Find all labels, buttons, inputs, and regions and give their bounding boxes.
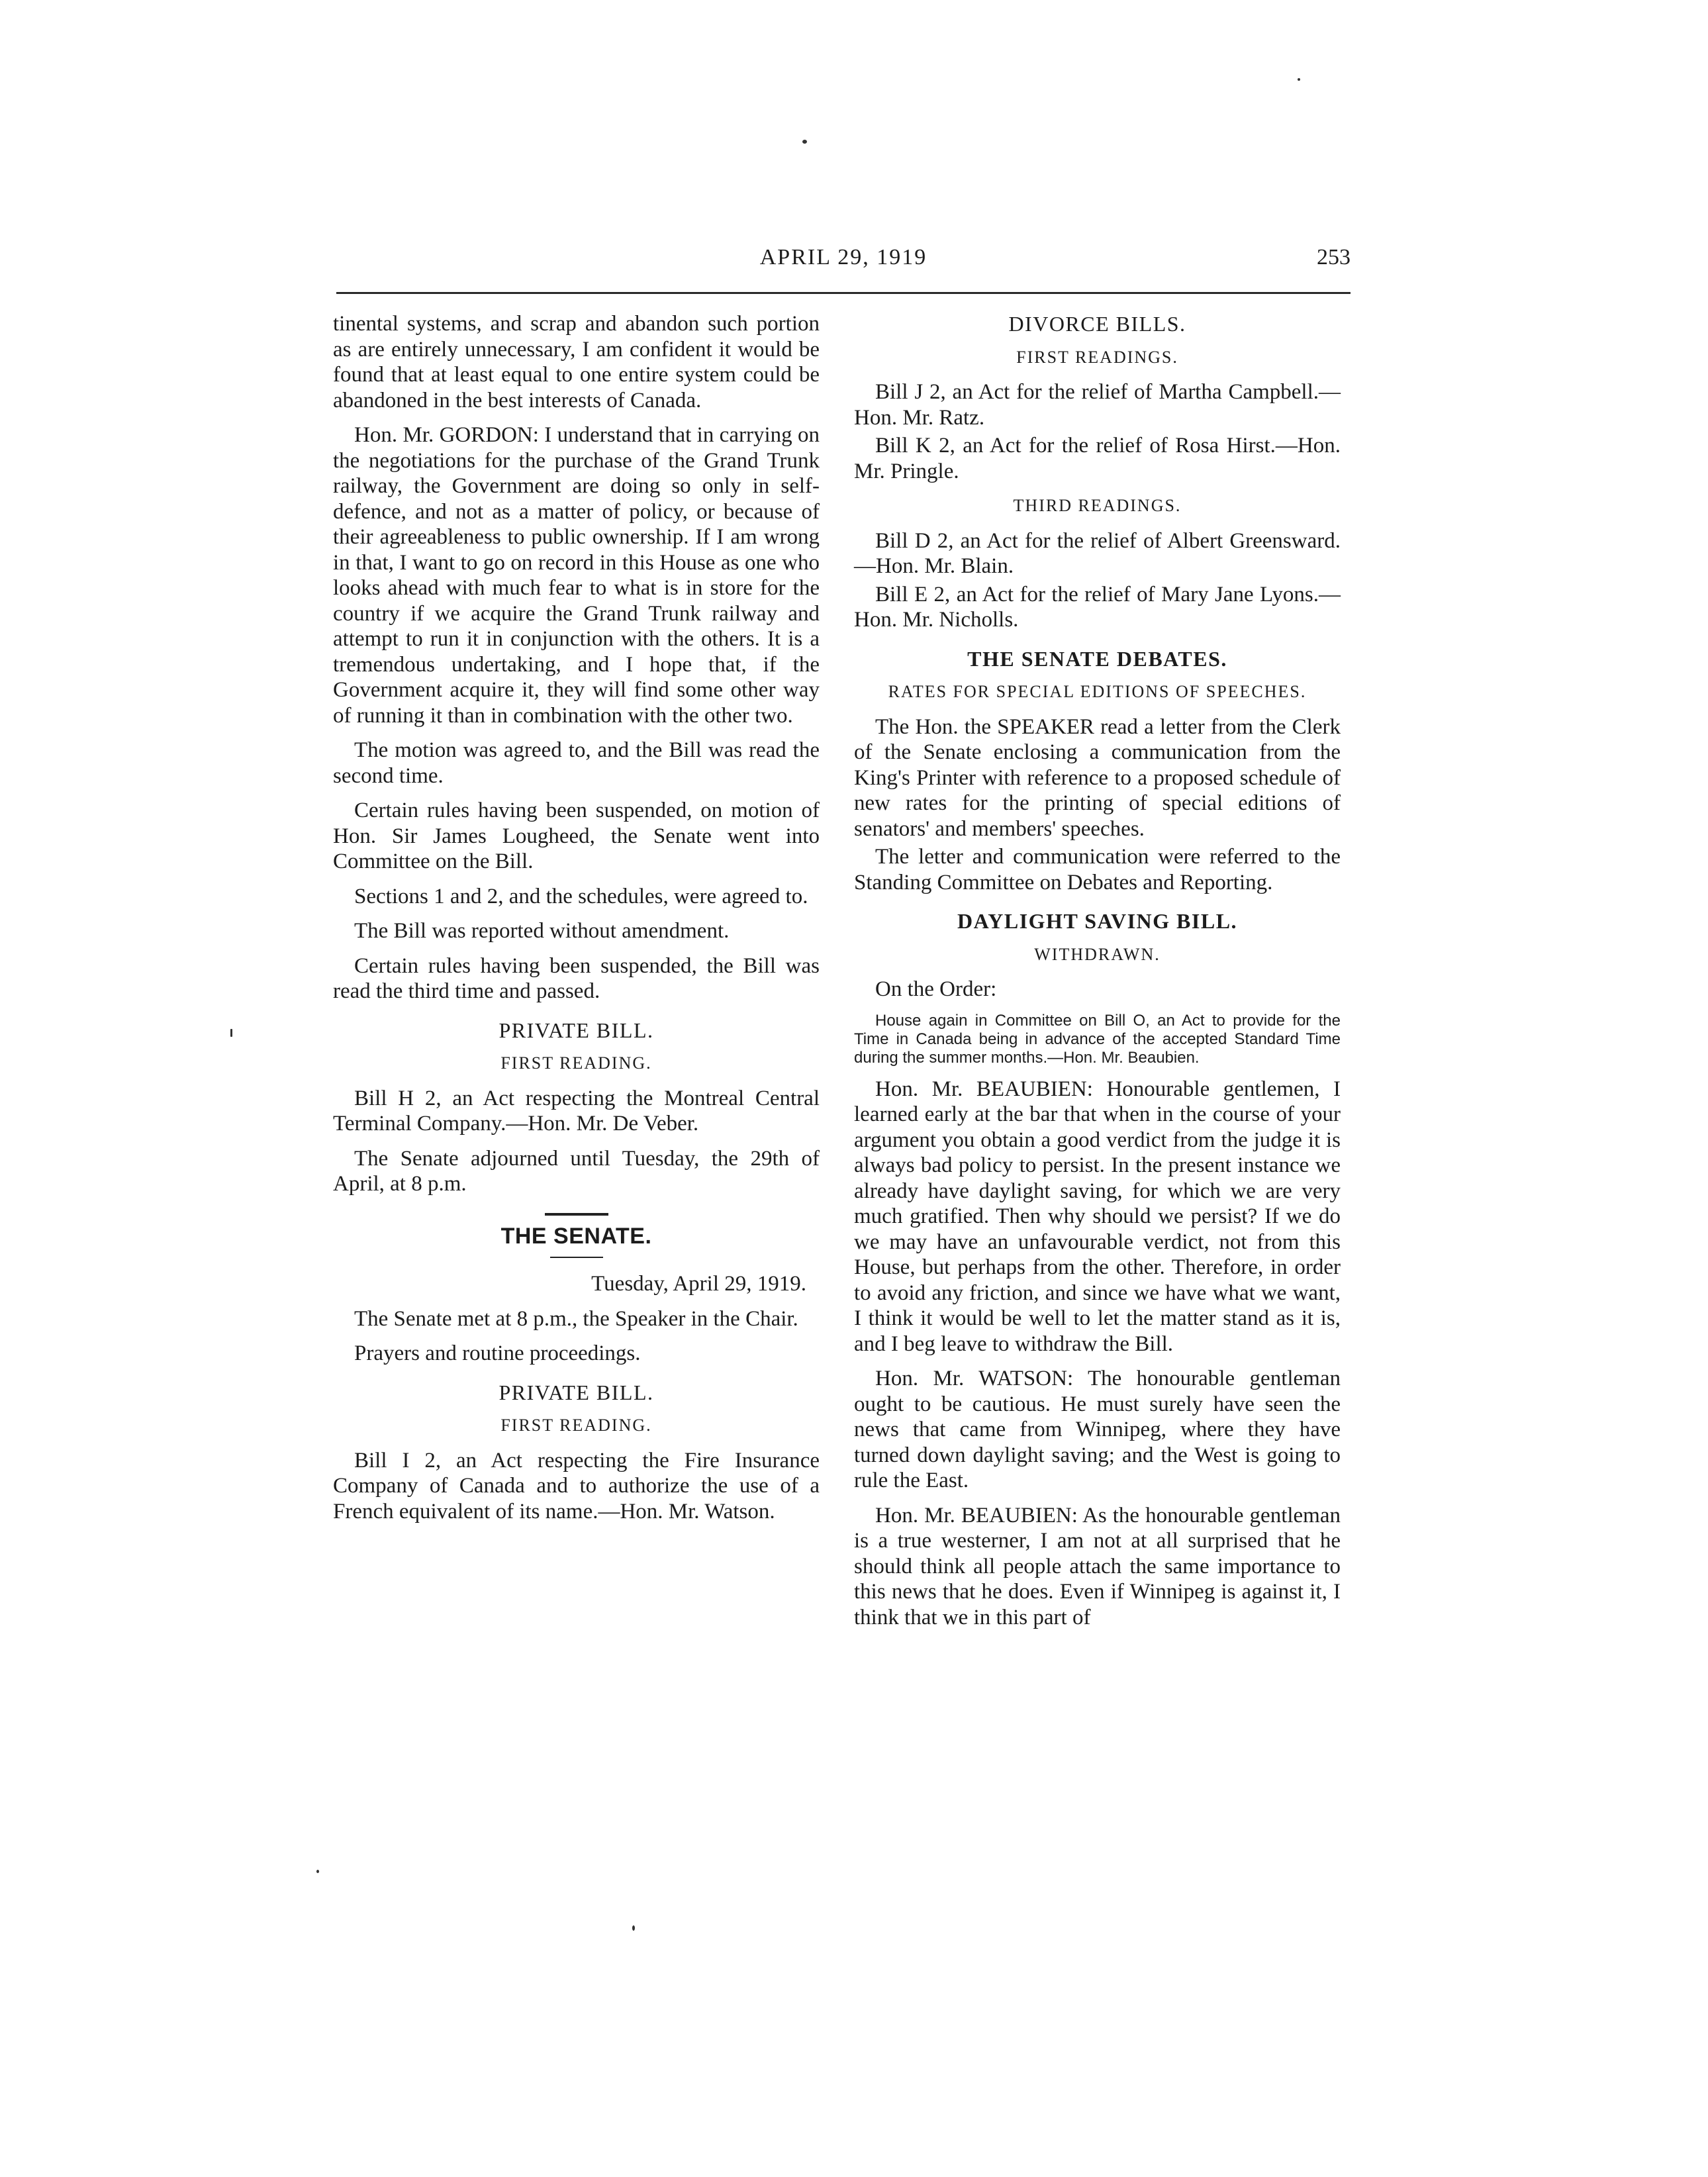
subsection-heading: WITHDRAWN. <box>1034 944 1161 964</box>
paragraph: Bill K 2, an Act for the relief of Rosa Hirst.—Hon. Mr. Pringle. <box>854 434 1341 483</box>
left-column <box>333 311 820 1533</box>
right-column <box>854 311 1341 1639</box>
section-heading: DAYLIGHT SAVING BILL. <box>957 909 1238 933</box>
paragraph: The Hon. the SPEAKER read a letter from the Clerk of the Senate enclosing a communication from the King's Printer with reference to a proposed schedule of new rates for the printing of special editions of senators' and members' speeches. <box>854 714 1341 841</box>
section-heading: PRIVATE BILL. <box>498 1380 654 1404</box>
paragraph: The Senate met at 8 p.m., the Speaker in the Chair. <box>354 1306 798 1331</box>
paragraph: Hon. Mr. BEAUBIEN: As the honourable gentleman is a true westerner, I am not at all surprised that he should think all people attach the same importance to this news that he does. Even if Winnipeg is against it, I think that we in this part of <box>854 1503 1341 1629</box>
page-number: 253 <box>1317 245 1351 269</box>
paragraph: Sections 1 and 2, and the schedules, were agreed to. <box>354 884 808 908</box>
subsection-heading: FIRST READING. <box>500 1416 652 1435</box>
paragraph: tinental systems, and scrap and abandon such portion as are entirely unnecessary, I am confident it would be found that at least equal to one entire system could be abandoned in the best interests of Canada. <box>333 312 820 412</box>
paragraph: Bill J 2, an Act for the relief of Martha Campbell.—Hon. Mr. Ratz. <box>854 380 1341 430</box>
header-rule <box>336 292 1351 294</box>
paragraph: The motion was agreed to, and the Bill was read the second time. <box>333 738 820 788</box>
header-title: APRIL 29, 1919 <box>759 245 927 269</box>
paragraph: Prayers and routine proceedings. <box>354 1341 641 1365</box>
paragraph: On the Order: <box>875 977 997 1001</box>
paragraph: Bill D 2, an Act for the relief of Albert Greensward.—Hon. Mr. Blain. <box>854 528 1341 578</box>
order-of-the-day: House again in Committee on Bill O, an Act to provide for the Time in Canada being in advance of the accepted Standard Time during the summer months.—Hon. Mr. Beaubien. <box>854 1011 1341 1067</box>
print-speck <box>230 1029 232 1037</box>
paragraph: The Senate adjourned until Tuesday, the 29th of April, at 8 p.m. <box>333 1146 820 1196</box>
running-header <box>336 240 1351 279</box>
subsection-heading: FIRST READINGS. <box>1016 347 1178 367</box>
paragraph: Bill H 2, an Act respecting the Montreal Central Terminal Company.—Hon. Mr. De Veber. <box>333 1086 820 1136</box>
sitting-date: Tuesday, April 29, 1919. <box>591 1272 806 1296</box>
paragraph: Hon. Mr. BEAUBIEN: Honourable gentlemen, I learned early at the bar that when in the course of your argument you obtain a good verdict from the judge it is always bad policy to persist. In the present instance we already have daylight saving, for which we are very much gratified. Then why should we persist? If we do we may have an unfavourable verdict, not from this House, but perhaps from the other. Therefore, in order to avoid any friction, and since we have what we want, I think it would be well to let the matter stand as it is, and I beg leave to withdraw the Bill. <box>854 1077 1341 1356</box>
heading-underline <box>550 1257 603 1258</box>
paragraph: Hon. Mr. WATSON: The honourable gentleman ought to be cautious. He must surely have seen the news that came from Winnipeg, where they have turned down daylight saving; and the West is going to rule the East. <box>854 1367 1341 1492</box>
paragraph: Bill E 2, an Act for the relief of Mary Jane Lyons.—Hon. Mr. Nicholls. <box>854 582 1341 632</box>
section-divider <box>545 1213 608 1216</box>
print-speck <box>632 1925 635 1931</box>
print-speck <box>316 1870 319 1873</box>
subsection-heading: THIRD READINGS. <box>1013 496 1182 515</box>
print-speck <box>1298 78 1300 81</box>
paragraph: The letter and communication were referred to the Standing Committee on Debates and Reporting. <box>854 845 1341 895</box>
paragraph: Certain rules having been suspended, the Bill was read the third time and passed. <box>333 953 820 1003</box>
sitting-heading: THE SENATE. <box>500 1223 652 1249</box>
section-heading: THE SENATE DEBATES. <box>967 646 1227 671</box>
subsection-heading: RATES FOR SPECIAL EDITIONS OF SPEECHES. <box>888 682 1307 701</box>
paragraph: The Bill was reported without amendment. <box>354 919 730 943</box>
subsection-heading: FIRST READING. <box>500 1053 652 1073</box>
section-heading: PRIVATE BILL. <box>498 1018 654 1042</box>
section-heading: DIVORCE BILLS. <box>1008 312 1186 336</box>
paragraph: Certain rules having been suspended, on motion of Hon. Sir James Lougheed, the Senate went into Committee on the Bill. <box>333 798 820 873</box>
paragraph: Hon. Mr. GORDON: I understand that in carrying on the negotiations for the purchase of the Grand Trunk railway, the Government are doing so only in self-defence, and not as a matter of policy, or because of their agreeableness to public ownership. If I am wrong in that, I want to go on record in this House as one who looks ahead with much fear to what is in store for the country if we acquire the Grand Trunk railway and attempt to run it in conjunction with the others. It is a tremendous undertaking, and I hope that, if the Government acquire it, they will find some other way of running it than in combination with the other two. <box>333 423 820 728</box>
print-speck <box>802 140 807 144</box>
paragraph: Bill I 2, an Act respecting the Fire Insurance Company of Canada and to authorize the use of a French equivalent of its name.—Hon. Mr. Watson. <box>333 1448 820 1524</box>
